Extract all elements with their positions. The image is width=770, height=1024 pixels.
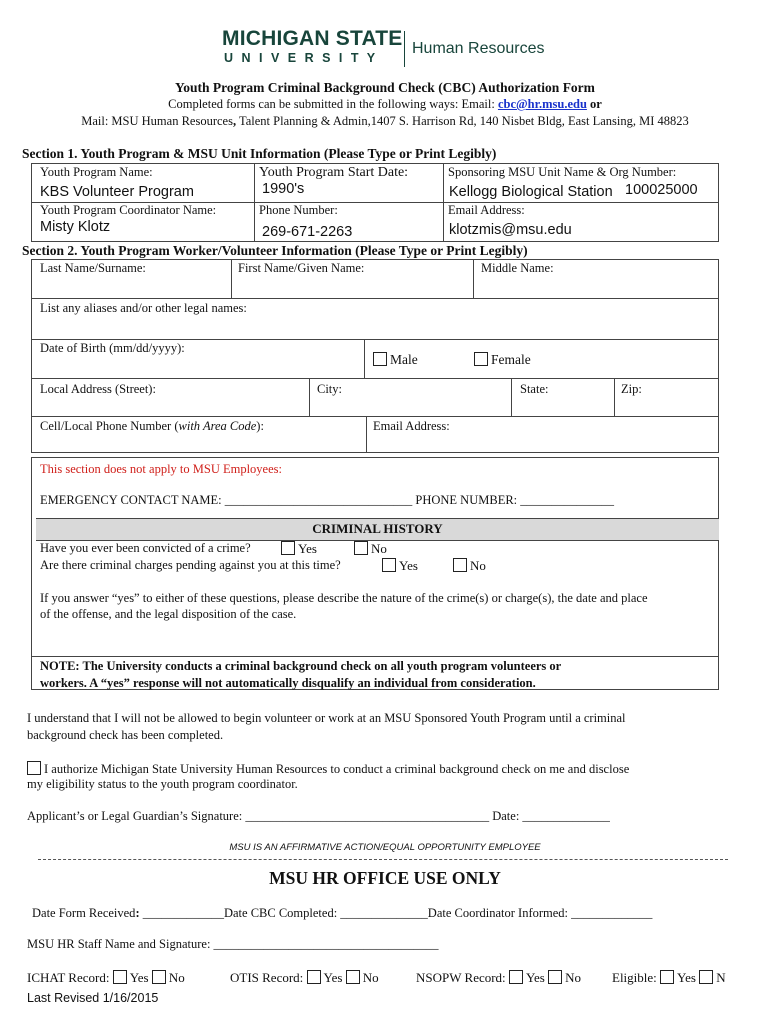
ichat-no-checkbox[interactable] bbox=[152, 970, 166, 984]
unit-name-field[interactable]: Kellogg Biological Station bbox=[449, 184, 613, 200]
start-date-field[interactable]: 1990's bbox=[262, 181, 305, 197]
section1-heading: Section 1. Youth Program & MSU Unit Information (Please Type or Print Legibly) bbox=[22, 146, 497, 161]
start-date-label: Youth Program Start Date: bbox=[259, 165, 409, 180]
note-line-1: NOTE: The University conducts a criminal background check on all youth program volunteers or bbox=[40, 659, 562, 673]
male-checkbox[interactable] bbox=[373, 352, 387, 366]
not-apply-note: This section does not apply to MSU Employees: bbox=[40, 462, 282, 476]
cut-line bbox=[38, 859, 728, 860]
phone-label: Phone Number: bbox=[259, 203, 338, 217]
worker-email-label: Email Address: bbox=[373, 419, 450, 433]
eligible-no-checkbox[interactable] bbox=[699, 970, 713, 984]
pending-yes-option[interactable]: Yes bbox=[382, 558, 418, 574]
msu-logo-wordmark: MICHIGAN STATE bbox=[222, 27, 403, 50]
convicted-no-checkbox[interactable] bbox=[354, 541, 368, 555]
logo-divider bbox=[404, 31, 405, 67]
eligible-yes-checkbox[interactable] bbox=[660, 970, 674, 984]
state-label: State: bbox=[520, 382, 549, 396]
zip-label: Zip: bbox=[621, 382, 642, 396]
office-dates-line: Date Form Received: _____________Date CBC Completed: ______________Date Coordinator Informed: _____________ bbox=[32, 906, 653, 920]
signature-line[interactable]: Applicant’s or Legal Guardian’s Signature: _______________________________________ Date: ______________ bbox=[27, 809, 610, 823]
org-number-field[interactable]: 100025000 bbox=[625, 182, 698, 198]
understand-statement-2: background check has been completed. bbox=[27, 728, 224, 742]
eligible-record: Eligible: Yes N bbox=[612, 970, 726, 985]
ichat-record: ICHAT Record: Yes No bbox=[27, 970, 185, 985]
convicted-no-option[interactable]: No bbox=[354, 541, 387, 557]
pending-no-option[interactable]: No bbox=[453, 558, 486, 574]
nsopw-yes-checkbox[interactable] bbox=[509, 970, 523, 984]
emergency-contact-line: EMERGENCY CONTACT NAME: ______________________________ PHONE NUMBER: _______________ bbox=[40, 493, 615, 507]
aliases-label: List any aliases and/or other legal names: bbox=[40, 301, 247, 315]
convicted-yes-checkbox[interactable] bbox=[281, 541, 295, 555]
submit-email-link[interactable]: cbc@hr.msu.edu bbox=[497, 97, 587, 111]
otis-no-checkbox[interactable] bbox=[346, 970, 360, 984]
ichat-yes-checkbox[interactable] bbox=[113, 970, 127, 984]
program-name-label: Youth Program Name: bbox=[40, 165, 153, 179]
male-option[interactable]: Male bbox=[373, 352, 418, 368]
last-name-label: Last Name/Surname: bbox=[40, 261, 146, 275]
eeo-statement: MSU IS AN AFFIRMATIVE ACTION/EQUAL OPPORTUNITY EMPLOYEE bbox=[229, 842, 541, 853]
note-line-2: workers. A “yes” response will not automatically disqualify an individual from consideration. bbox=[40, 676, 536, 690]
authorize-statement-2: my eligibility status to the youth program coordinator. bbox=[27, 777, 298, 791]
address-label: Local Address (Street): bbox=[40, 382, 156, 396]
understand-statement-1: I understand that I will not be allowed to begin volunteer or work at an MSU Sponsored Youth Program until a criminal bbox=[27, 711, 626, 725]
explain-instructions-2: of the offense, and the legal disposition of the case. bbox=[40, 607, 297, 621]
otis-record: OTIS Record: Yes No bbox=[230, 970, 379, 985]
explain-answer-area[interactable] bbox=[36, 624, 716, 654]
form-title: Youth Program Criminal Background Check (CBC) Authorization Form bbox=[175, 80, 595, 95]
office-use-heading: MSU HR OFFICE USE ONLY bbox=[269, 868, 501, 888]
dob-label: Date of Birth (mm/dd/yyyy): bbox=[40, 341, 185, 355]
criminal-history-header: CRIMINAL HISTORY bbox=[36, 518, 719, 541]
female-checkbox[interactable] bbox=[474, 352, 488, 366]
city-label: City: bbox=[317, 382, 343, 396]
coordinator-field[interactable]: Misty Klotz bbox=[40, 219, 111, 235]
question-convicted: Have you ever been convicted of a crime? bbox=[40, 541, 251, 555]
cell-phone-label: Cell/Local Phone Number (with Area Code): bbox=[40, 419, 264, 433]
explain-instructions-1: If you answer “yes” to either of these questions, please describe the nature of the crime(s) or charge(s), the date and place bbox=[40, 591, 648, 605]
female-option[interactable]: Female bbox=[474, 352, 531, 368]
email-field[interactable]: klotzmis@msu.edu bbox=[449, 222, 572, 238]
authorize-checkbox[interactable] bbox=[27, 761, 41, 775]
middle-name-label: Middle Name: bbox=[481, 261, 554, 275]
convicted-yes-option[interactable]: Yes bbox=[281, 541, 317, 557]
unit-label: Sponsoring MSU Unit Name & Org Number: bbox=[448, 165, 677, 179]
nsopw-record: NSOPW Record: Yes No bbox=[416, 970, 581, 985]
phone-field[interactable]: 269-671-2263 bbox=[262, 224, 353, 240]
program-name-field[interactable]: KBS Volunteer Program bbox=[40, 184, 194, 200]
mail-instructions: Mail: MSU Human Resources, Talent Planning & Admin,1407 S. Harrison Rd, 140 Nisbet Bldg, East Lansing, MI 48823 bbox=[81, 114, 689, 128]
first-name-label: First Name/Given Name: bbox=[238, 261, 365, 275]
nsopw-no-checkbox[interactable] bbox=[548, 970, 562, 984]
otis-yes-checkbox[interactable] bbox=[307, 970, 321, 984]
pending-yes-checkbox[interactable] bbox=[382, 558, 396, 572]
question-pending: Are there criminal charges pending against you at this time? bbox=[40, 558, 341, 572]
last-revised: Last Revised 1/16/2015 bbox=[27, 991, 159, 1005]
coordinator-label: Youth Program Coordinator Name: bbox=[40, 203, 217, 217]
email-label: Email Address: bbox=[448, 203, 525, 217]
department-name: Human Resources bbox=[412, 40, 545, 57]
submit-instructions: Completed forms can be submitted in the following ways: Email: cbc@hr.msu.edu or bbox=[168, 97, 602, 111]
authorize-statement-1: I authorize Michigan State University Human Resources to conduct a criminal background check on me and disclose bbox=[27, 761, 629, 777]
msu-logo-university: U N I V E R S I T Y bbox=[224, 51, 378, 65]
staff-signature-line: MSU HR Staff Name and Signature: ____________________________________ bbox=[27, 937, 439, 951]
section2-heading: Section 2. Youth Program Worker/Volunteer Information (Please Type or Print Legibly) bbox=[22, 243, 528, 258]
pending-no-checkbox[interactable] bbox=[453, 558, 467, 572]
